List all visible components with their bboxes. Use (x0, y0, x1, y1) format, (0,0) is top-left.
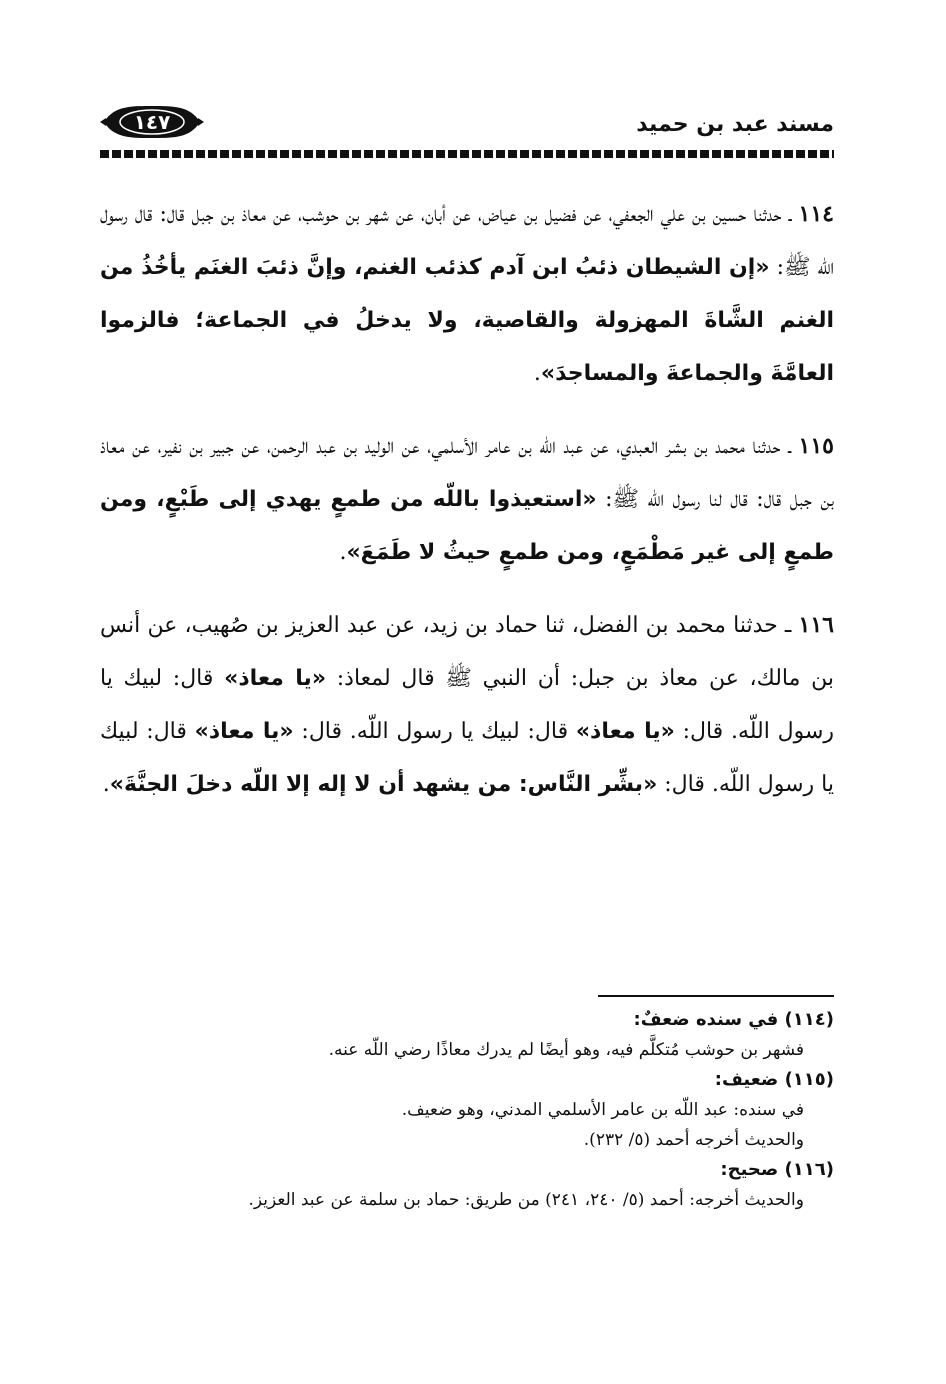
header-rule (100, 150, 834, 158)
isnad-text: ـ حدثنا محمد بن الفضل، ثنا حماد بن زيد، عن عبد العزيز بن صُهيب، عن أنس بن مالك، عن معاذ بن جبل: أن النبي ﷺ قال لمعاذ: (100, 613, 834, 691)
hadith-number: ١١٥ (798, 433, 834, 459)
hadith-114 (100, 188, 834, 400)
dialogue-text: قال: لبيك يا رسول اللّه. قال: (100, 719, 834, 797)
matn-quote: «استعيذوا باللّه من طمعٍ يهدي إلى طَبْعٍ، ومن طمعٍ إلى غير مَطْمَعٍ، ومن طمعٍ حيثُ لا طَمَعَ» (100, 487, 834, 565)
footnote-line: والحديث أخرجه: أحمد (٥/ ٢٤٠، ٢٤١) من طريق: حماد بن سلمة عن عبد العزيز. (248, 1190, 804, 1210)
page-number: ١٤٧ (133, 110, 171, 134)
hadith-number: ١١٤ (798, 201, 834, 227)
tail: . (339, 540, 347, 565)
footnote-line: في سنده: عبد اللّه بن عامر الأسلمي المدني، وهو ضعيف. (401, 1100, 804, 1120)
footnote-rule (598, 995, 834, 997)
matn-quote: «يا معاذ» (194, 719, 294, 744)
footnote-heading: (١١٥) ضعيف: (714, 1069, 834, 1090)
footnote-115 (120, 1065, 834, 1155)
page-number-badge (100, 104, 204, 140)
hadith-115 (100, 420, 834, 579)
matn-quote: «إن الشيطان ذئبُ ابن آدم كذئب الغنم، وإنَّ ذئبَ الغنَم يأخُذُ من الغنم الشَّاةَ المهزولة والقاصية، ولا يدخلُ في الجماعة؛ فالزموا العامَّةَ والجماعةَ والمساجدَ» (100, 255, 834, 386)
matn-quote: «يا معاذ» (224, 666, 327, 691)
hadith-number: ١١٦ (798, 612, 834, 638)
dialogue-text: قال: لبيك يا رسول اللّه. قال: (293, 719, 576, 744)
footnote-heading: (١١٦) صحيح: (720, 1159, 834, 1180)
isnad-text: ـ حدثنا محمد بن بشر العبدي، عن عبد اللّه بن عامر الأسلمي، عن الوليد بن عبد الرحمن، عن جبير بن نفير، عن معاذ بن جبل قال: قال لنا رسول اللّه ﷺ: (100, 434, 834, 512)
footnote-114 (120, 1005, 834, 1065)
footnote-line: فشهر بن حوشب مُتكلَّم فيه، وهو أيضًا لم يدرك معاذًا رضي اللّه عنه. (328, 1040, 804, 1060)
hadith-116 (100, 599, 834, 811)
running-title: مسند عبد بن حميد (636, 112, 834, 137)
footnote-heading: (١١٤) في سنده ضعفٌ: (633, 1009, 834, 1030)
matn-quote: «بشِّر النَّاس: من يشهد أن لا إله إلا اللّه دخلَ الجنَّةَ» (109, 772, 658, 797)
isnad-text: ـ حدثنا حسين بن علي الجعفي، عن فضيل بن عياض، عن أبان، عن شهر بن حوشب، عن معاذ بن جبل قال: قال رسول اللّه ﷺ: (100, 202, 834, 280)
tail: . (533, 361, 541, 386)
matn-quote: «يا معاذ» (575, 719, 675, 744)
body-text (100, 188, 834, 831)
footnote-116 (120, 1155, 834, 1215)
tail: . (102, 772, 110, 797)
dialogue-text: قال: لبيك يا رسول اللّه. قال: (100, 666, 835, 744)
footnotes (120, 1005, 834, 1215)
footnote-line: والحديث أخرجه أحمد (٥/ ٢٣٢). (583, 1130, 804, 1150)
